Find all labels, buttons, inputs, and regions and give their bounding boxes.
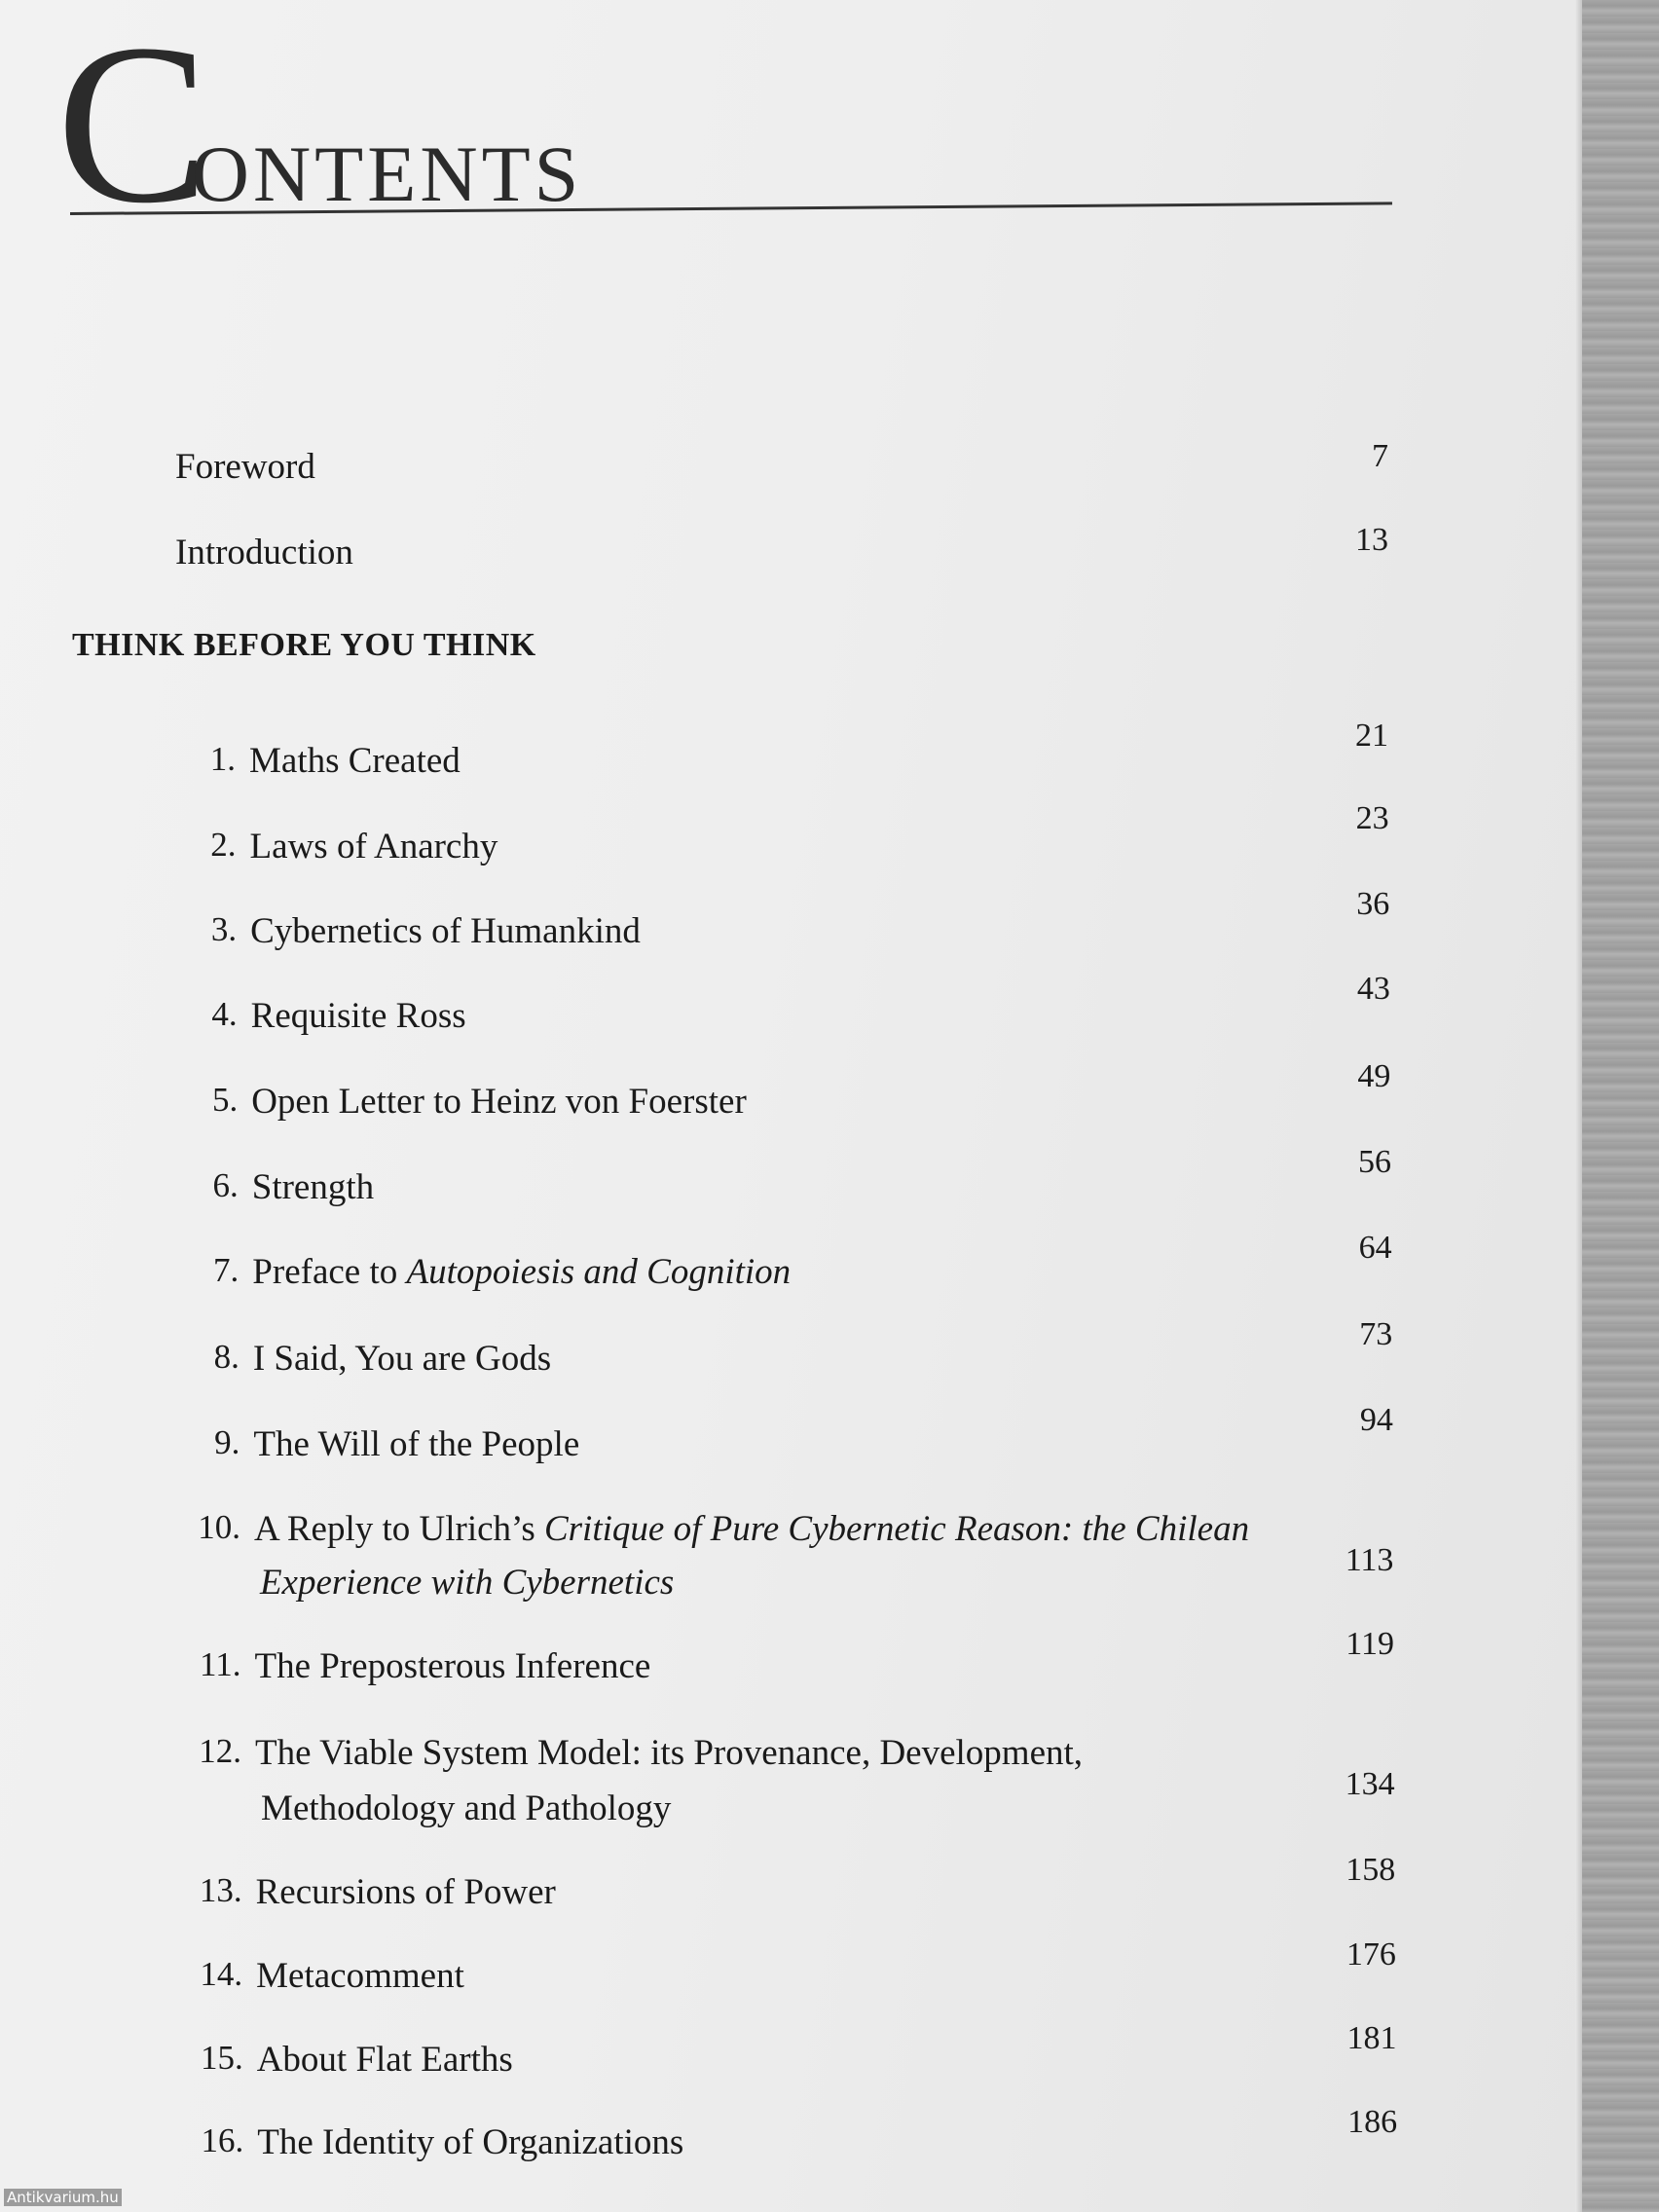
chapter-number: 1.	[209, 740, 236, 778]
chapter-page-number: 64	[1358, 1230, 1392, 1266]
chapter-title: Requisite Ross	[250, 996, 466, 1036]
chapter-page-number: 158	[1346, 1852, 1396, 1888]
chapter-number: 3.	[210, 910, 238, 948]
chapter-title: The Viable System Model: its Provenance, Development,	[255, 1733, 1084, 1773]
chapter-title: The Identity of Organizations	[257, 2122, 684, 2162]
chapter-number: 6.	[212, 1166, 239, 1204]
chapter-number: 2.	[210, 826, 237, 864]
title-rest: ONTENTS	[191, 129, 583, 218]
chapter-title-continued: Methodology and Pathology	[261, 1788, 672, 1828]
chapter-number: 10.	[198, 1508, 240, 1546]
chapter-title: Maths Created	[249, 741, 461, 781]
contents-title	[56, 0, 596, 250]
chapter-title: I Said, You are Gods	[252, 1339, 552, 1379]
chapter-page-number: 176	[1346, 1936, 1396, 1972]
section-heading: THINK BEFORE YOU THINK	[72, 627, 536, 663]
chapter-page-number: 36	[1356, 886, 1390, 922]
chapter-page-number: 113	[1345, 1542, 1394, 1578]
front-matter-page: 7	[1372, 438, 1388, 474]
chapter-title: Metacomment	[256, 1956, 464, 1996]
chapter-number: 8.	[213, 1338, 240, 1376]
chapter-number: 4.	[211, 995, 238, 1033]
chapter-page-number: 119	[1346, 1626, 1395, 1662]
chapter-number: 9.	[214, 1423, 240, 1461]
chapter-title: Laws of Anarchy	[249, 827, 498, 866]
chapter-page-number: 49	[1357, 1058, 1391, 1094]
watermark: Antikvarium.hu	[4, 2189, 122, 2206]
chapter-page-number: 181	[1346, 2020, 1397, 2056]
chapter-number: 11.	[200, 1645, 241, 1683]
chapter-title: Cybernetics of Humankind	[250, 911, 641, 951]
chapter-title-italic: Critique of Pure Cybernetic Reason: the Chilean	[543, 1509, 1250, 1549]
chapter-page-number: 21	[1355, 718, 1388, 754]
chapter-title: The Will of the People	[253, 1424, 580, 1464]
chapter-title: The Preposterous Inference	[254, 1646, 651, 1686]
front-matter-page: 13	[1355, 522, 1388, 558]
front-matter-label: Introduction	[175, 533, 353, 572]
chapter-page-number: 56	[1358, 1144, 1392, 1180]
chapter-page-number: 94	[1359, 1402, 1393, 1438]
chapter-title: A Reply to Ulrich’s Critique of Pure Cybernetic Reason: the Chilean	[253, 1509, 1250, 1549]
front-matter-label: Foreword	[175, 447, 315, 487]
chapter-number: 15.	[200, 2039, 243, 2077]
chapter-number: 12.	[199, 1732, 242, 1770]
chapter-title-continued: Experience with Cybernetics	[259, 1563, 675, 1603]
chapter-number: 16.	[201, 2121, 244, 2159]
chapter-page-number: 23	[1355, 800, 1389, 836]
book-spine	[1582, 0, 1659, 2212]
chapter-title: About Flat Earths	[256, 2040, 513, 2080]
chapter-number: 13.	[199, 1871, 242, 1909]
chapter-title-italic: Autopoiesis and Cognition	[406, 1252, 792, 1292]
title-initial: C	[56, 0, 205, 250]
chapter-page-number: 134	[1345, 1766, 1395, 1802]
chapter-title: Recursions of Power	[255, 1872, 556, 1912]
chapter-number: 5.	[211, 1081, 239, 1119]
chapter-page-number: 186	[1347, 2104, 1398, 2140]
chapter-title: Preface to Autopoiesis and Cognition	[252, 1252, 792, 1292]
chapter-page-number: 43	[1356, 971, 1390, 1007]
chapter-title: Strength	[251, 1167, 375, 1207]
chapter-number: 14.	[200, 1955, 243, 1993]
chapter-title: Open Letter to Heinz von Foerster	[251, 1082, 747, 1122]
chapter-number: 7.	[213, 1251, 240, 1289]
chapter-page-number: 73	[1359, 1316, 1393, 1352]
